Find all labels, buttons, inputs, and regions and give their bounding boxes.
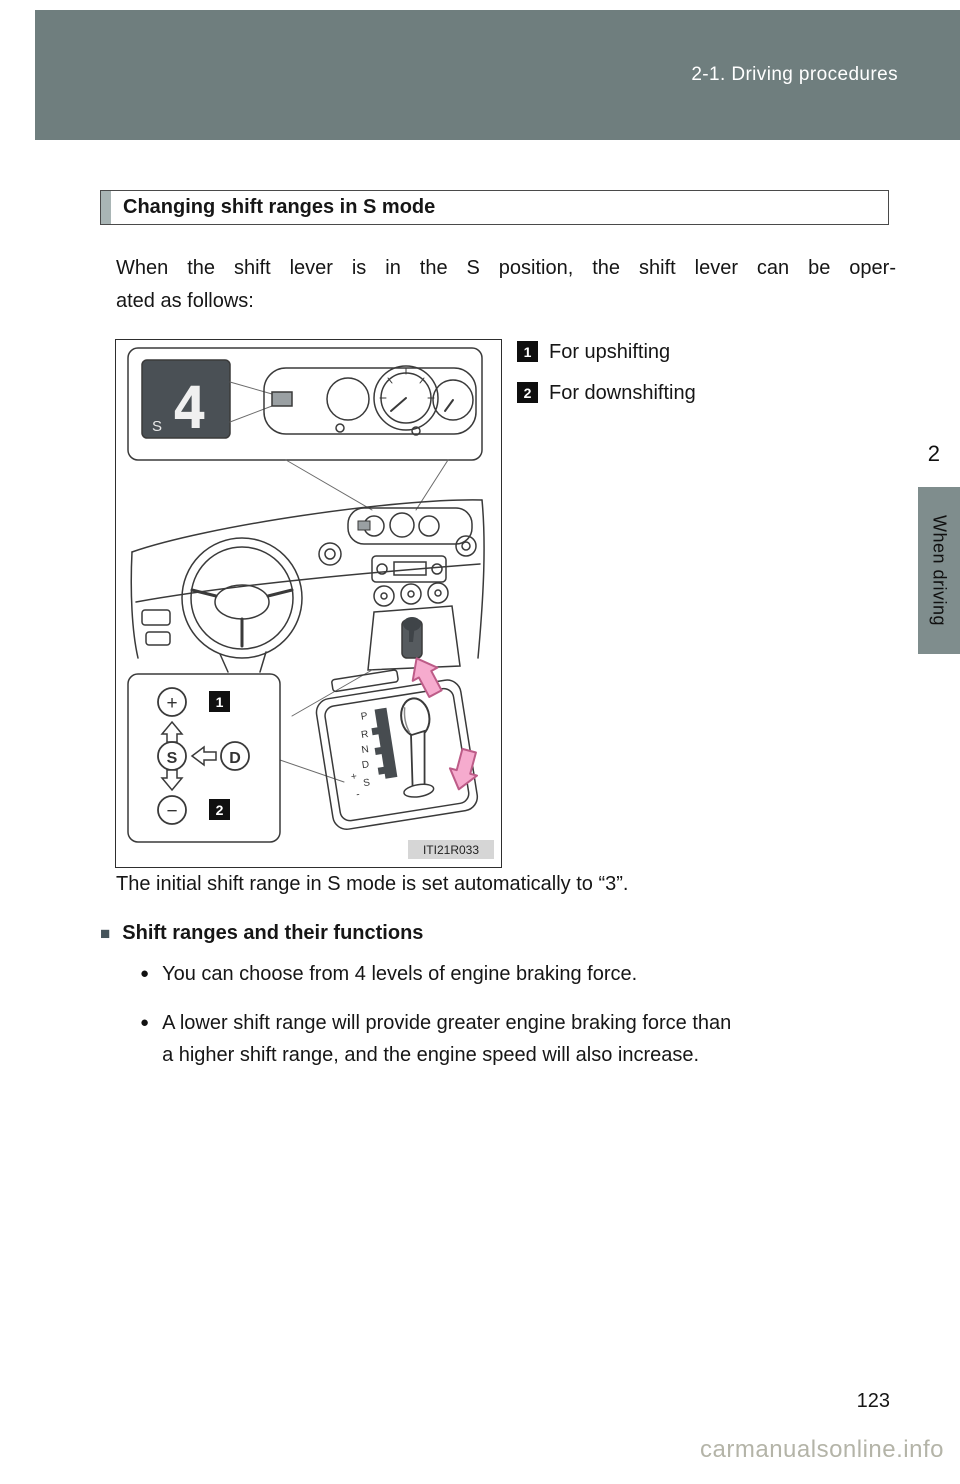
- list-item-2-line-2: a higher shift range, and the engine speed will also increase.: [162, 1044, 700, 1066]
- callout-downshift: [517, 381, 696, 405]
- circle-bullet-icon: ●: [140, 1014, 150, 1031]
- list-item-text: [162, 1007, 731, 1071]
- gate-minus-sign: -: [355, 789, 361, 801]
- downshift-arrow-icon: [162, 770, 182, 790]
- intro-line-2: ated as follows:: [116, 290, 254, 312]
- list-item-2-line-1: A lower shift range will provide greater engine braking force than: [162, 1012, 732, 1034]
- callout-upshift-label: For upshifting: [549, 341, 671, 363]
- s-letter: S: [166, 750, 178, 767]
- display-gear-digit: 4: [172, 374, 207, 442]
- display-location-marker: [272, 392, 292, 406]
- left-arrow-icon: [192, 747, 216, 765]
- air-vent-left: [319, 543, 341, 565]
- callout-list: [517, 340, 696, 405]
- audio-unit: [372, 556, 446, 582]
- figure-box: [115, 339, 502, 868]
- list-item: [140, 958, 900, 990]
- upshift-arrow-icon: [162, 722, 182, 742]
- section-title: Shift ranges and their functions: [122, 922, 424, 944]
- intro-line-1: When the shift lever is in the S position, the shift lever can be oper-: [116, 257, 896, 279]
- page-number: 123: [856, 1390, 890, 1412]
- downshift-pink-arrow-icon: [445, 747, 482, 793]
- plus-sign: +: [166, 693, 178, 714]
- number-badge-2: 2: [517, 382, 538, 403]
- shift-knob: [398, 696, 432, 738]
- dashboard-drawing: [131, 500, 484, 672]
- callout-upshift: [517, 340, 696, 364]
- dashboard-illustration: [116, 340, 501, 867]
- list-item: [140, 1007, 900, 1071]
- list-item-text: [162, 958, 637, 990]
- shift-lever-closeup: [312, 660, 480, 831]
- number-badge-1: 1: [517, 341, 538, 362]
- gate-letter-n: N: [360, 744, 370, 757]
- gate-letter-p: P: [360, 710, 369, 723]
- minus-sign: −: [166, 801, 178, 822]
- list-item-1-line-1: You can choose from 4 levels of engine braking force.: [162, 963, 638, 985]
- section-title-row: [100, 922, 423, 945]
- chapter-side-tab: [918, 487, 960, 654]
- section-heading-box: [100, 190, 889, 225]
- gate-letter-r: R: [360, 728, 370, 741]
- display-mode-letter: S: [152, 418, 163, 435]
- shift-lever-stem: [404, 731, 434, 791]
- intro-paragraph: [116, 252, 896, 318]
- figure-badge-2-number: 2: [215, 802, 224, 818]
- section-heading: Changing shift ranges in S mode: [123, 196, 436, 218]
- circle-bullet-icon: ●: [140, 965, 150, 982]
- air-vent-right: [456, 536, 476, 556]
- d-letter: D: [229, 750, 241, 767]
- watermark: carmanualsonline.info: [700, 1436, 944, 1463]
- shift-pattern-inset: [128, 674, 280, 842]
- breadcrumb: 2-1. Driving procedures: [691, 64, 898, 85]
- gate-letter-s: S: [362, 777, 371, 790]
- heading-accent-strip: [101, 191, 111, 224]
- callout-downshift-label: For downshifting: [549, 382, 696, 404]
- header-band: [35, 10, 960, 140]
- chapter-number: 2: [927, 441, 940, 466]
- gate-letter-d: D: [361, 759, 370, 772]
- after-figure-text: The initial shift range in S mode is set automatically to “3”.: [116, 873, 629, 895]
- gate-plus-sign: +: [350, 771, 358, 784]
- tachometer-needle: [391, 398, 406, 411]
- cluster-inset: [128, 348, 482, 460]
- square-bullet-icon: ■: [100, 924, 111, 943]
- figure-badge-1-number: 1: [215, 694, 224, 710]
- chapter-side-tab-label: When driving: [929, 514, 950, 627]
- gauge-needle: [445, 400, 453, 411]
- figure-code: ITI21R033: [422, 843, 480, 857]
